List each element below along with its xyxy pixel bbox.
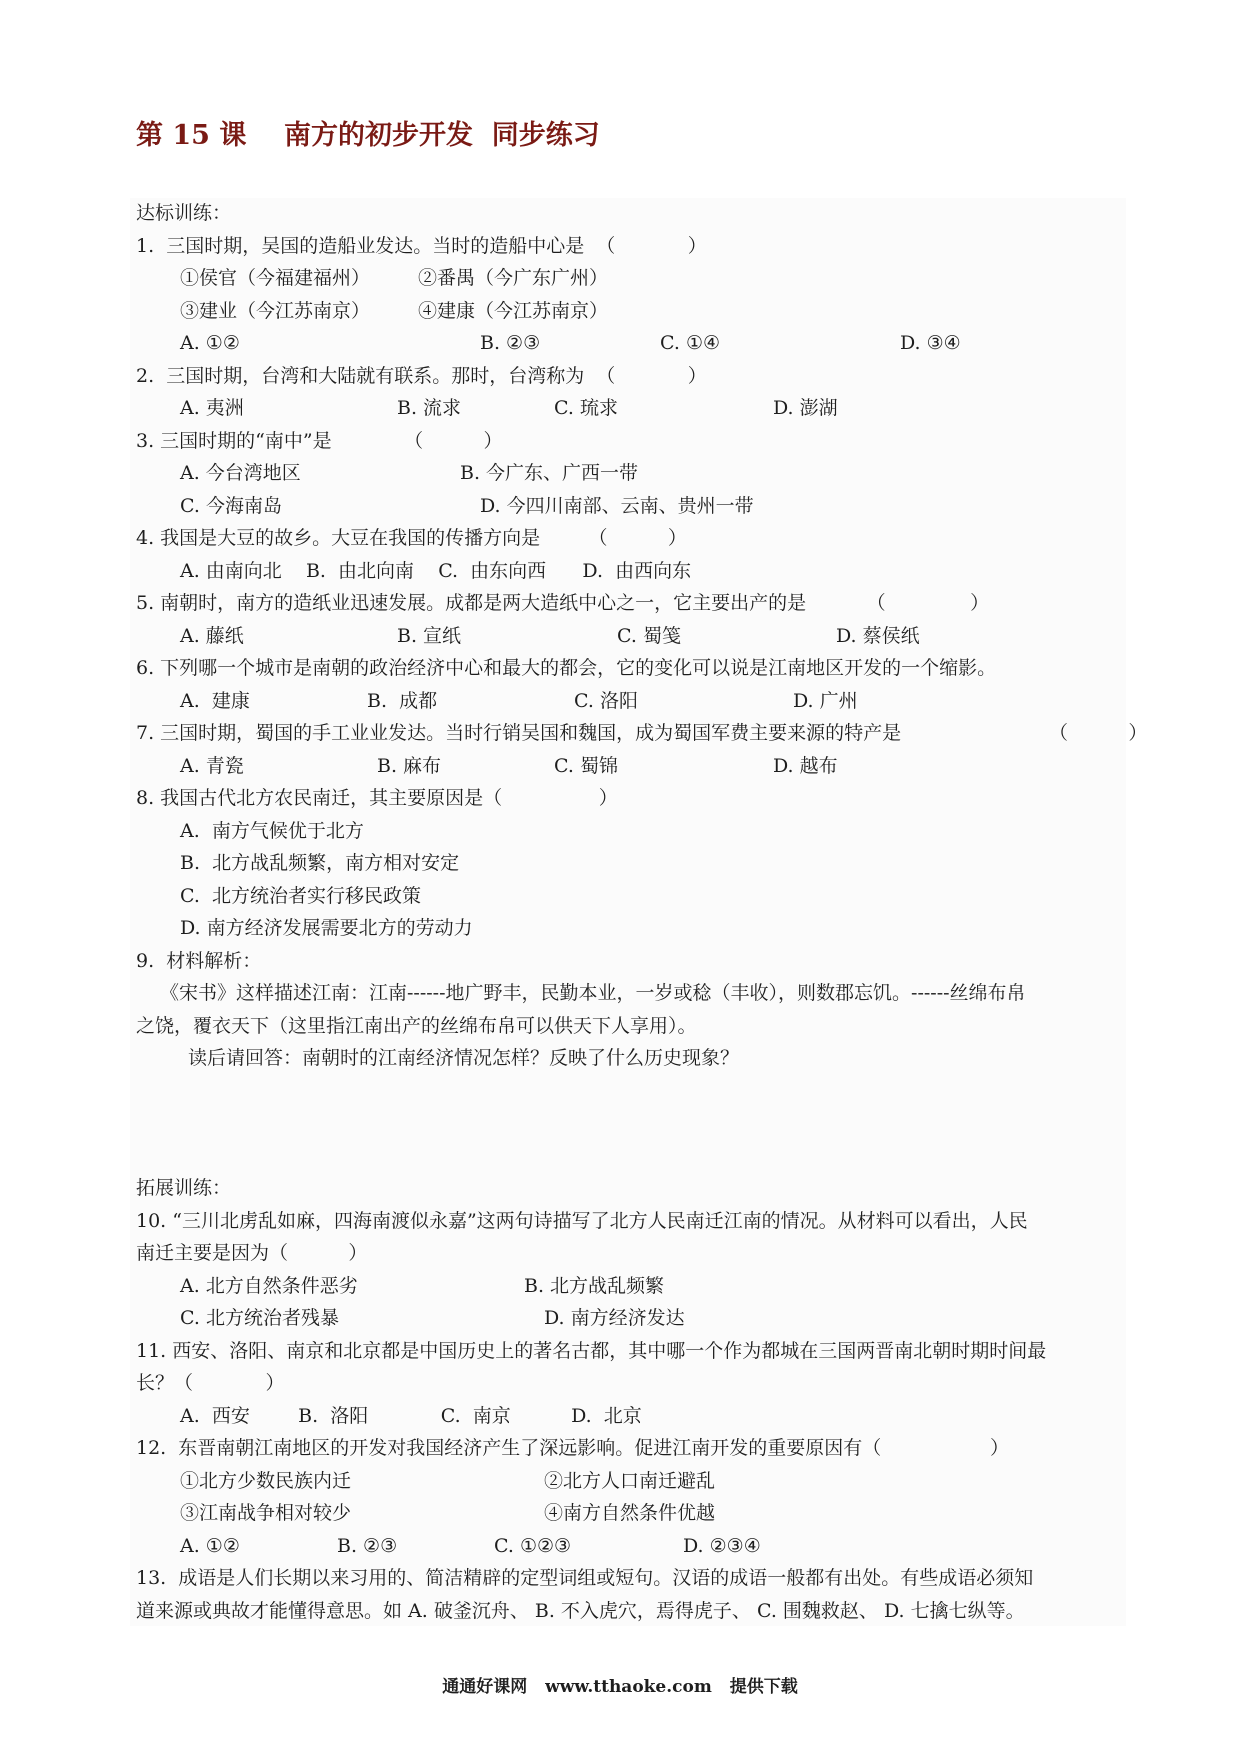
footer-site-name: 通通好课网	[442, 1677, 528, 1697]
q11-options: A. 西安 B. 洛阳 C. 南京 D. 北京	[180, 1405, 642, 1427]
q7-option-b: B. 麻布	[377, 755, 442, 777]
q1-item-1: ①侯官（今福建福州）	[180, 267, 371, 289]
q6-stem: 6. 下列哪一个城市是南朝的政治经济中心和最大的都会，它的变化可以说是江南地区开发的一个缩影。	[136, 657, 997, 679]
q12-option-b: B. ②③	[337, 1535, 398, 1557]
q8-option-d: D. 南方经济发展需要北方的劳动力	[180, 917, 473, 939]
q12-item-2: ②北方人口南迁避乱	[544, 1470, 716, 1492]
q1-option-d: D. ③④	[900, 332, 961, 354]
q10-option-b: B. 北方战乱频繁	[524, 1275, 665, 1297]
q10-stem-line-1: 10. “三川北虏乱如麻，四海南渡似永嘉”这两句诗描写了北方人民南迁江南的情况。从材料可以看出，人民	[136, 1210, 1028, 1232]
section-extended-heading: 拓展训练：	[136, 1177, 232, 1199]
q5-option-c: C. 蜀笺	[617, 625, 681, 647]
q12-option-d: D. ②③④	[683, 1535, 761, 1557]
q7-option-d: D. 越布	[773, 755, 838, 777]
q3-option-a: A. 今台湾地区	[180, 462, 301, 484]
q13-stem-line-1: 13. 成语是人们长期以来习用的、简洁精辟的定型词组或短句。汉语的成语一般都有出处。有些成语必须知	[136, 1567, 1034, 1589]
q8-option-c: C. 北方统治者实行移民政策	[180, 885, 421, 907]
q2-option-b: B. 流求	[397, 397, 462, 419]
q11-stem-line-1: 11. 西安、洛阳、南京和北京都是中国历史上的著名古都，其中哪一个作为都城在三国两晋南北朝时期时间最	[136, 1340, 1047, 1362]
footer-site-url[interactable]: www.tthaoke.com	[545, 1677, 712, 1697]
page-title: 第 15 课 南方的初步开发 同步练习	[136, 120, 600, 151]
q11-stem-line-2: 长？（ ）	[136, 1372, 285, 1394]
q1-item-4: ④建康（今江苏南京）	[418, 300, 609, 322]
q3-option-d: D. 今四川南部、云南、贵州一带	[480, 495, 754, 517]
q5-stem: 5. 南朝时，南方的造纸业迅速发展。成都是两大造纸中心之一，它主要出产的是 （ ）	[136, 592, 990, 614]
q2-option-c: C. 琉求	[554, 397, 618, 419]
q6-option-a: A. 建康	[180, 690, 250, 712]
q1-option-b: B. ②③	[480, 332, 541, 354]
q6-option-d: D. 广州	[793, 690, 858, 712]
q1-option-c: C. ①④	[660, 332, 721, 354]
q1-item-2: ②番禺（今广东广州）	[418, 267, 609, 289]
q2-option-a: A. 夷洲	[180, 397, 244, 419]
q1-stem: 1. 三国时期，吴国的造船业发达。当时的造船中心是 （ ）	[136, 235, 707, 257]
q3-option-c: C. 今海南岛	[180, 495, 282, 517]
q4-stem: 4. 我国是大豆的故乡。大豆在我国的传播方向是 （ ）	[136, 527, 687, 549]
q5-option-a: A. 藤纸	[180, 625, 244, 647]
q10-stem-line-2: 南迁主要是因为（ ）	[136, 1242, 368, 1264]
q3-option-b: B. 今广东、广西一带	[460, 462, 639, 484]
q12-stem: 12. 东晋南朝江南地区的开发对我国经济产生了深远影响。促进江南开发的重要原因有（ ）	[136, 1437, 1010, 1459]
q9-material-line-1: 《宋书》这样描述江南：江南------地广野丰，民勤本业，一岁或稔（丰收），则数郡忘饥。------丝绵布帛	[160, 982, 1026, 1004]
q4-options: A. 由南向北 B. 由北向南 C. 由东向西 D. 由西向东	[180, 560, 692, 582]
q12-item-3: ③江南战争相对较少	[180, 1502, 352, 1524]
q12-option-a: A. ①②	[180, 1535, 240, 1557]
q8-option-b: B. 北方战乱频繁，南方相对安定	[180, 852, 460, 874]
q7-option-a: A. 青瓷	[180, 755, 244, 777]
q8-option-a: A. 南方气候优于北方	[180, 820, 364, 842]
q7-answer-paren: （ ）	[1049, 722, 1148, 744]
q12-option-c: C. ①②③	[494, 1535, 572, 1557]
footer-note: 提供下载	[729, 1677, 798, 1697]
section-basic-heading: 达标训练：	[136, 202, 232, 224]
q2-option-d: D. 澎湖	[773, 397, 838, 419]
q5-option-b: B. 宣纸	[397, 625, 462, 647]
q9-question: 读后请回答：南朝时的江南经济情况怎样？反映了什么历史现象？	[188, 1047, 740, 1069]
q10-option-d: D. 南方经济发达	[544, 1307, 685, 1329]
q1-option-a: A. ①②	[180, 332, 240, 354]
q10-option-c: C. 北方统治者残暴	[180, 1307, 339, 1329]
q2-stem: 2. 三国时期，台湾和大陆就有联系。那时，台湾称为 （ ）	[136, 365, 707, 387]
q5-option-d: D. 蔡侯纸	[836, 625, 920, 647]
page-footer	[0, 1672, 1240, 1697]
q9-material-line-2: 之饶，覆衣天下（这里指江南出产的丝绵布帛可以供天下人享用）。	[136, 1015, 697, 1037]
q12-item-4: ④南方自然条件优越	[544, 1502, 716, 1524]
q13-stem-line-2: 道来源或典故才能懂得意思。如 A. 破釜沉舟、 B. 不入虎穴，焉得虎子、 C. 围魏救赵、 D. 七擒七纵等。	[136, 1600, 1025, 1622]
q1-item-3: ③建业（今江苏南京）	[180, 300, 371, 322]
q6-option-c: C. 洛阳	[574, 690, 638, 712]
q12-item-1: ①北方少数民族内迁	[180, 1470, 352, 1492]
q6-option-b: B. 成都	[367, 690, 438, 712]
q9-stem: 9. 材料解析：	[136, 950, 262, 972]
q7-stem: 7. 三国时期，蜀国的手工业业发达。当时行销吴国和魏国，成为蜀国军费主要来源的特产是	[136, 722, 902, 744]
q3-stem: 3. 三国时期的“南中”是 （ ）	[136, 430, 503, 452]
q7-option-c: C. 蜀锦	[554, 755, 618, 777]
q8-stem: 8. 我国古代北方农民南迁，其主要原因是（ ）	[136, 787, 618, 809]
q10-option-a: A. 北方自然条件恶劣	[180, 1275, 358, 1297]
